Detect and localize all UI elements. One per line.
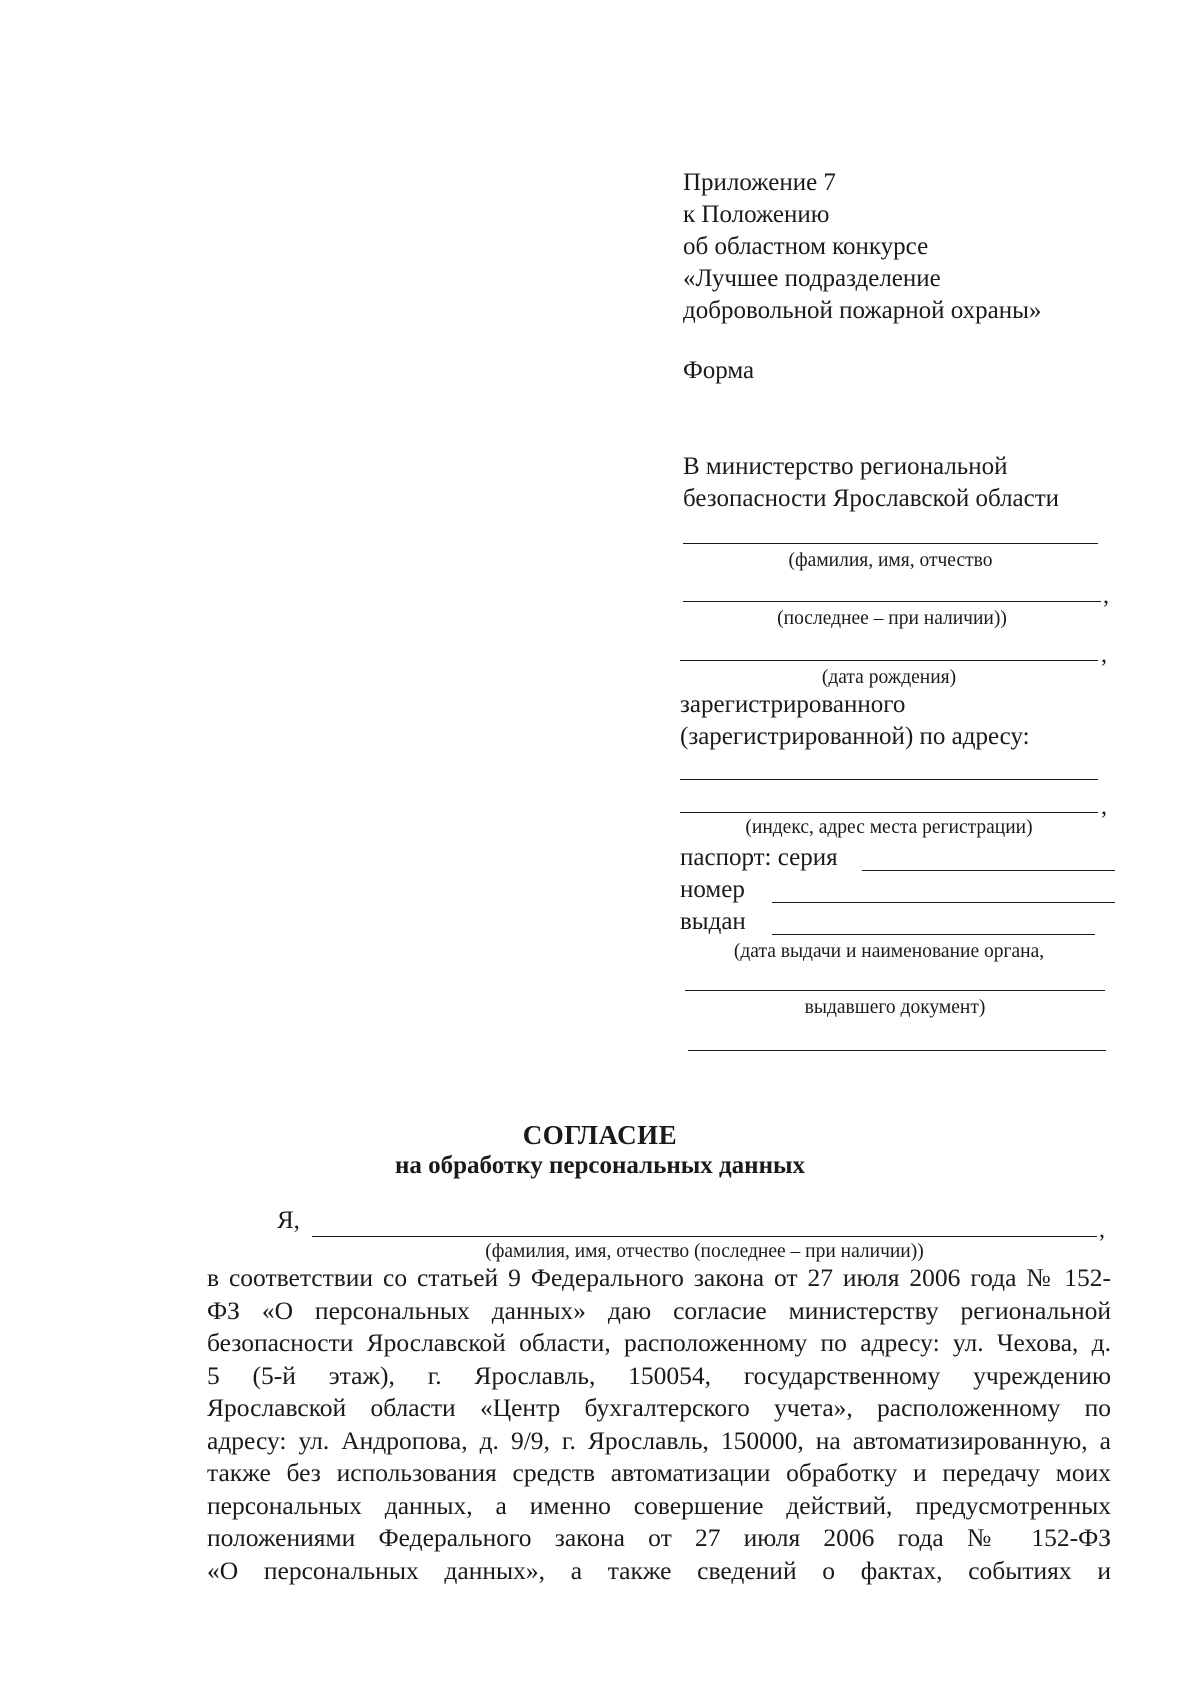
issued-caption-2: выдавшего документ): [804, 997, 986, 1018]
birthdate-comma: ,: [1101, 642, 1107, 668]
addressee-line-2: безопасности Ярославской области: [683, 485, 1060, 512]
consent-fio-comma: ,: [1099, 1217, 1105, 1243]
issued-caption-1: (дата выдачи и наименование органа,: [733, 941, 1045, 962]
body-line-5: Ярославской области «Центр бухгалтерского учета», расположенному по: [207, 1393, 1111, 1422]
passport-number-blank[interactable]: [772, 902, 1115, 903]
consent-fio-blank[interactable]: [312, 1236, 1097, 1237]
passport-number-label: номер: [680, 876, 745, 903]
fio-blank-2[interactable]: [683, 601, 1101, 602]
appendix-line-4: «Лучшее подразделение: [683, 265, 941, 292]
issued-blank-3[interactable]: [688, 1050, 1106, 1051]
addressee-line-1: В министерство региональной: [683, 453, 1008, 480]
address-blank-2-comma: ,: [1101, 794, 1107, 820]
issued-blank-2[interactable]: [685, 990, 1105, 991]
appendix-line-1: Приложение 7: [683, 169, 836, 196]
appendix-line-3: об областном конкурсе: [683, 233, 929, 260]
birthdate-caption: (дата рождения): [821, 667, 957, 688]
body-line-8: персональных данных, а именно совершение действий, предусмотренных: [207, 1490, 1111, 1520]
fio-blank-1[interactable]: [683, 543, 1098, 544]
fio-caption-2: (последнее – при наличии)): [777, 608, 1007, 629]
consent-title: СОГЛАСИЕ: [522, 1120, 678, 1150]
body-line-4: 5 (5-й этаж), г. Ярославль, 150054, государственному учреждению: [207, 1360, 1111, 1390]
consent-i-label: Я,: [277, 1207, 300, 1234]
address-blank-1[interactable]: [680, 779, 1098, 780]
fio-blank-2-comma: ,: [1103, 583, 1109, 609]
body-line-6: адресу: ул. Андропова, д. 9/9, г. Ярославль, 150000, на автоматизированную, а: [207, 1425, 1111, 1455]
fio-caption-1: (фамилия, имя, отчество: [788, 550, 993, 571]
address-blank-2[interactable]: [680, 812, 1098, 813]
consent-body: [207, 1262, 1111, 1587]
body-line-2: ФЗ «О персональных данных» даю согласие министерству региональной: [207, 1295, 1111, 1325]
consent-subtitle: на обработку персональных данных: [395, 1152, 805, 1179]
body-line-10: «О персональных данных», а также сведений о фактах, событиях и: [207, 1555, 1111, 1585]
appendix-line-2: к Положению: [683, 201, 830, 228]
body-line-3: безопасности Ярославской области, расположенному по адресу: ул. Чехова, д.: [207, 1328, 1111, 1357]
birthdate-blank[interactable]: [680, 660, 1098, 661]
registered-line-1: зарегистрированного: [680, 691, 906, 718]
passport-series-label: паспорт: серия: [680, 844, 838, 871]
body-line-7: также без использования средств автоматизации обработку и передачу моих: [207, 1458, 1111, 1487]
passport-issued-label: выдан: [680, 908, 746, 935]
form-label: Форма: [683, 357, 755, 384]
registered-line-2: (зарегистрированной) по адресу:: [680, 723, 1030, 750]
body-line-9: положениями Федерального закона от 27 июля 2006 года № 152-ФЗ: [207, 1523, 1111, 1552]
passport-issued-blank[interactable]: [772, 934, 1095, 935]
body-line-1: в соответствии со статьей 9 Федерального закона от 27 июля 2006 года № 152-: [207, 1263, 1111, 1292]
passport-series-blank[interactable]: [862, 870, 1115, 871]
consent-fio-caption: (фамилия, имя, отчество (последнее – при наличии)): [485, 1241, 924, 1262]
appendix-line-5: добровольной пожарной охраны»: [683, 297, 1042, 324]
address-caption: (индекс, адрес места регистрации): [745, 817, 1033, 838]
